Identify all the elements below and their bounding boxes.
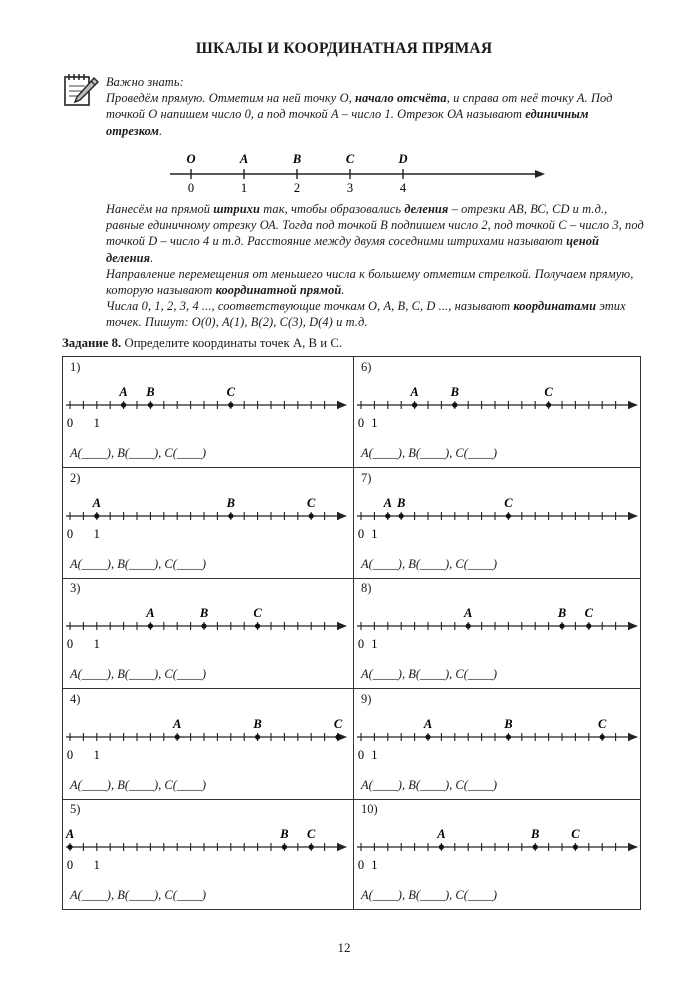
point-label-c: C bbox=[333, 717, 343, 731]
exercise-cell bbox=[354, 468, 642, 578]
answer-line[interactable]: A(____), B(____), C(____) bbox=[70, 888, 207, 902]
exercise-number-line bbox=[354, 799, 642, 887]
answer-line[interactable]: A(____), B(____), C(____) bbox=[70, 778, 207, 792]
point-marker-a bbox=[121, 402, 126, 407]
axis-number-label: 0 bbox=[66, 416, 74, 430]
axis-number-label: 0 bbox=[66, 637, 74, 651]
axis-number-label: 0 bbox=[357, 637, 365, 651]
point-label-c: C bbox=[598, 717, 607, 731]
exercise-grid bbox=[62, 356, 641, 910]
demo-point-label: A bbox=[239, 152, 249, 166]
important-paragraph-4: Числа 0, 1, 2, 3, 4 ..., соответствующие точкам О, А, В, С, D ..., называют координатами этих точек. Пишут: О(0), А(1), В(2), С(3), D(4) и т.д. bbox=[106, 299, 626, 330]
axis-number-label: 1 bbox=[93, 858, 100, 872]
point-label-a: A bbox=[65, 827, 75, 841]
axis-number-label: 1 bbox=[93, 527, 100, 541]
demo-point-label: D bbox=[398, 152, 408, 166]
point-label-a: A bbox=[410, 385, 419, 399]
point-label-a: A bbox=[119, 385, 128, 399]
answer-line[interactable]: A(____), B(____), C(____) bbox=[361, 888, 498, 902]
point-label-b: B bbox=[253, 717, 262, 731]
point-marker-a bbox=[385, 513, 390, 518]
answer-line[interactable]: A(____), B(____), C(____) bbox=[361, 446, 498, 460]
point-marker-c bbox=[600, 734, 605, 739]
point-marker-b bbox=[201, 623, 206, 628]
exercise-number-line bbox=[63, 578, 351, 666]
important-paragraph-1: Проведём прямую. Отметим на ней точку О, начало отсчёта, и справа от неё точку А. Под точкой О напишем число 0, а под точкой А – число 1. Отрезок ОА называют единичным отрезком. bbox=[106, 91, 613, 138]
point-marker-a bbox=[439, 844, 444, 849]
axis-number-label: 0 bbox=[357, 416, 365, 430]
exercise-number-line bbox=[63, 799, 351, 887]
point-label-c: C bbox=[504, 496, 513, 510]
important-block-2 bbox=[106, 201, 646, 331]
demo-point-label: O bbox=[186, 152, 196, 166]
exercise-number: 8) bbox=[361, 581, 372, 595]
point-label-b: B bbox=[531, 827, 540, 841]
exercise-cell bbox=[354, 799, 642, 909]
exercise-cell bbox=[354, 578, 642, 688]
exercise-number: 4) bbox=[70, 692, 81, 706]
axis-number-label: 0 bbox=[66, 527, 74, 541]
axis-number-label: 1 bbox=[371, 416, 378, 430]
answer-line[interactable]: A(____), B(____), C(____) bbox=[361, 667, 498, 681]
axis-number-label: 1 bbox=[371, 748, 378, 762]
exercise-cell bbox=[63, 468, 351, 578]
demo-number-label: 4 bbox=[399, 181, 407, 195]
point-marker-a bbox=[412, 402, 417, 407]
point-label-a: A bbox=[437, 827, 446, 841]
point-marker-a bbox=[466, 623, 471, 628]
axis-number-label: 1 bbox=[93, 637, 100, 651]
exercise-number: 3) bbox=[70, 581, 81, 595]
point-label-b: B bbox=[450, 385, 459, 399]
answer-line[interactable]: A(____), B(____), C(____) bbox=[361, 778, 498, 792]
exercise-cell bbox=[354, 357, 642, 467]
important-block bbox=[106, 74, 646, 139]
exercise-cell bbox=[354, 689, 642, 799]
demo-number-line bbox=[165, 150, 550, 200]
demo-point-label: B bbox=[292, 152, 302, 166]
point-marker-b bbox=[255, 734, 260, 739]
exercise-cell bbox=[63, 357, 351, 467]
axis-number-label: 0 bbox=[357, 527, 365, 541]
point-marker-b bbox=[282, 844, 287, 849]
point-marker-b bbox=[452, 402, 457, 407]
exercise-number: 9) bbox=[361, 692, 372, 706]
point-label-c: C bbox=[307, 827, 316, 841]
axis-number-label: 1 bbox=[371, 527, 378, 541]
point-label-c: C bbox=[584, 606, 593, 620]
point-label-c: C bbox=[226, 385, 235, 399]
point-marker-b bbox=[559, 623, 564, 628]
point-marker-b bbox=[148, 402, 153, 407]
point-marker-c bbox=[586, 623, 591, 628]
important-heading: Важно знать: bbox=[106, 75, 184, 89]
exercise-cell bbox=[63, 689, 351, 799]
exercise-number: 6) bbox=[361, 360, 372, 374]
point-marker-c bbox=[309, 844, 314, 849]
point-marker-c bbox=[309, 513, 314, 518]
exercise-number-line bbox=[63, 357, 351, 445]
point-marker-c bbox=[255, 623, 260, 628]
exercise-number-line bbox=[354, 357, 642, 445]
point-label-a: A bbox=[383, 496, 392, 510]
point-marker-c bbox=[506, 513, 511, 518]
point-label-b: B bbox=[199, 606, 209, 620]
point-marker-b bbox=[228, 513, 233, 518]
answer-line[interactable]: A(____), B(____), C(____) bbox=[70, 446, 207, 460]
point-label-b: B bbox=[226, 496, 235, 510]
exercise-number: 2) bbox=[70, 471, 81, 485]
point-label-b: B bbox=[504, 717, 513, 731]
exercise-number-line bbox=[63, 689, 351, 777]
point-marker-c bbox=[228, 402, 233, 407]
exercise-number: 1) bbox=[70, 360, 81, 374]
point-label-a: A bbox=[146, 606, 155, 620]
demo-number-label: 3 bbox=[346, 181, 354, 195]
point-marker-c bbox=[335, 734, 340, 739]
axis-number-label: 1 bbox=[93, 748, 100, 762]
exercise-number: 7) bbox=[361, 471, 372, 485]
point-label-c: C bbox=[253, 606, 262, 620]
page-title: ШКАЛЫ И КООРДИНАТНАЯ ПРЯМАЯ bbox=[195, 40, 493, 57]
demo-number-label: 0 bbox=[187, 181, 195, 195]
notepad-pencil-icon bbox=[60, 70, 100, 110]
task-heading: Задание 8. Определите координаты точек A, B и C. bbox=[62, 336, 343, 350]
demo-point-label: C bbox=[345, 152, 355, 166]
point-marker-a bbox=[148, 623, 153, 628]
point-label-b: B bbox=[146, 385, 155, 399]
page-number: 12 bbox=[337, 940, 351, 955]
point-marker-c bbox=[546, 402, 551, 407]
point-label-c: C bbox=[571, 827, 580, 841]
point-marker-b bbox=[533, 844, 538, 849]
demo-number-label: 2 bbox=[293, 181, 301, 195]
axis-number-label: 0 bbox=[357, 858, 365, 872]
exercise-number-line bbox=[354, 468, 642, 556]
important-paragraph-2: Нанесём на прямой штрихи так, чтобы образовались деления – отрезки АВ, ВС, CD и т.д., равные единичному отрезку ОА. Тогда под точкой В подпишем число 2, под точкой С – число 3, под точкой D – число 4 и т.д. Расстояние между двумя соседними штрихами называют ценой деления. bbox=[106, 202, 644, 265]
exercise-number-line bbox=[354, 689, 642, 777]
point-label-a: A bbox=[464, 606, 473, 620]
exercise-number-line bbox=[354, 578, 642, 666]
point-marker-b bbox=[506, 734, 511, 739]
point-label-b: B bbox=[557, 606, 567, 620]
point-marker-a bbox=[425, 734, 430, 739]
point-marker-b bbox=[399, 513, 404, 518]
axis-number-label: 0 bbox=[66, 748, 74, 762]
point-label-b: B bbox=[397, 496, 406, 510]
important-paragraph-3: Направление перемещения от меньшего числа к большему отметим стрелкой. Получаем прямую, которую называют координатной прямой. bbox=[106, 266, 634, 298]
answer-line[interactable]: A(____), B(____), C(____) bbox=[361, 557, 498, 571]
exercise-cell bbox=[63, 578, 351, 688]
point-label-c: C bbox=[544, 385, 553, 399]
point-marker-a bbox=[175, 734, 180, 739]
point-marker-a bbox=[67, 844, 72, 849]
answer-line[interactable]: A(____), B(____), C(____) bbox=[70, 557, 207, 571]
axis-number-label: 1 bbox=[371, 858, 378, 872]
exercise-number: 10) bbox=[361, 802, 378, 816]
point-label-a: A bbox=[423, 717, 433, 731]
point-label-a: A bbox=[173, 717, 182, 731]
point-label-a: A bbox=[92, 496, 101, 510]
point-marker-a bbox=[94, 513, 99, 518]
demo-number-label: 1 bbox=[240, 181, 248, 195]
exercise-cell bbox=[63, 799, 351, 909]
answer-line[interactable]: A(____), B(____), C(____) bbox=[70, 667, 207, 681]
axis-number-label: 0 bbox=[357, 748, 365, 762]
axis-number-label: 1 bbox=[371, 637, 378, 651]
point-label-b: B bbox=[280, 827, 289, 841]
axis-number-label: 0 bbox=[66, 858, 74, 872]
axis-number-label: 1 bbox=[93, 416, 100, 430]
point-label-c: C bbox=[307, 496, 316, 510]
exercise-number: 5) bbox=[70, 802, 81, 816]
exercise-number-line bbox=[63, 468, 351, 556]
point-marker-c bbox=[573, 844, 578, 849]
